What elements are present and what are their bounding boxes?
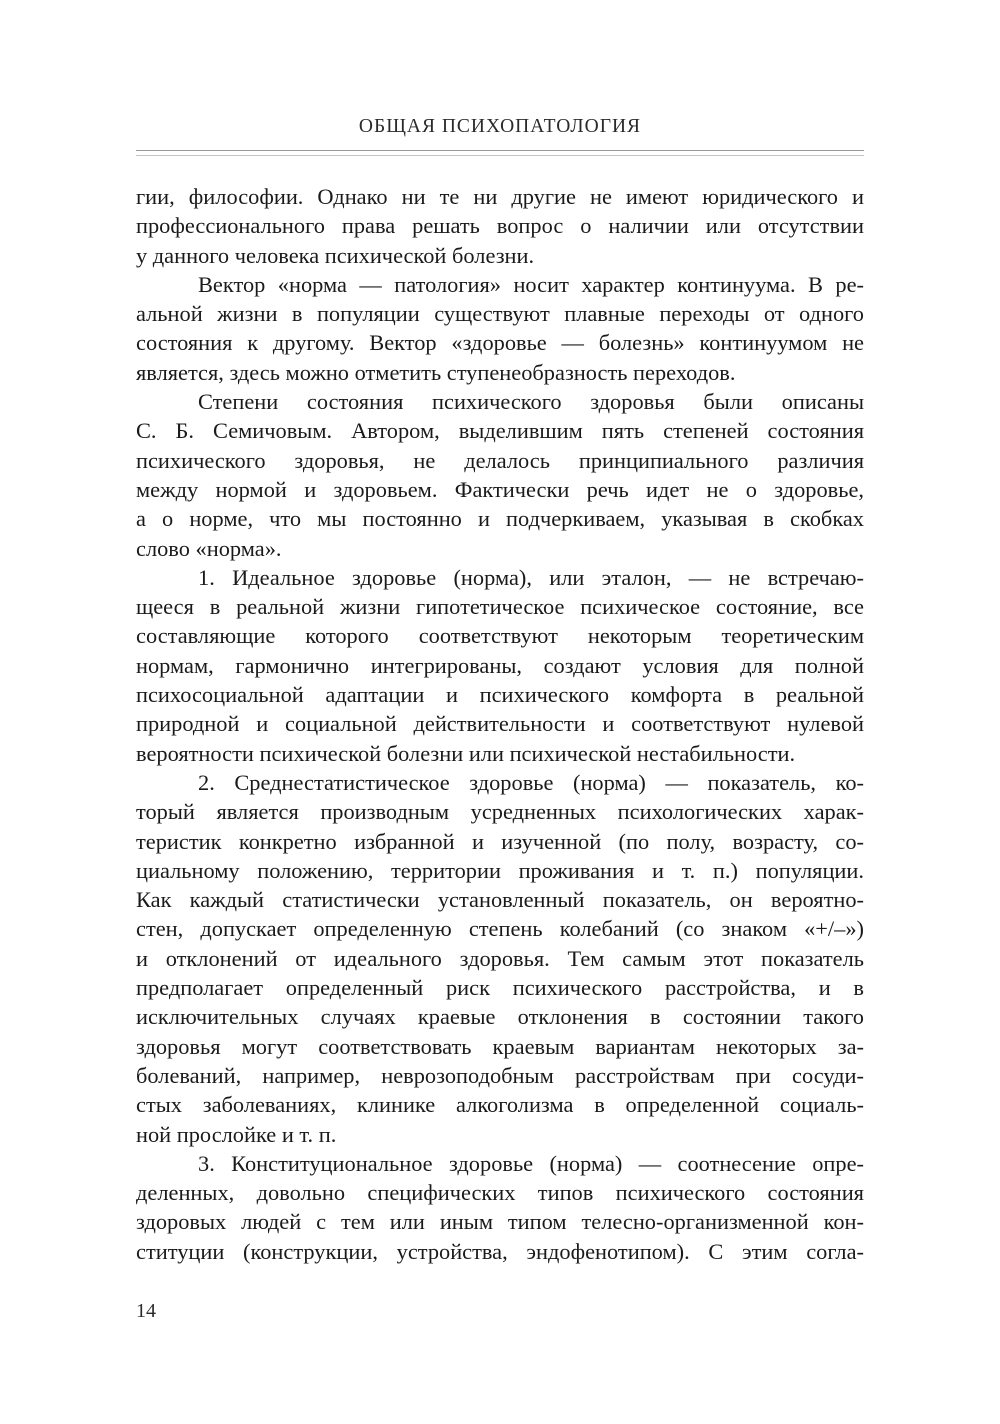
text-line: слово «норма». [136,535,282,561]
page-number: 14 [136,1300,156,1322]
text-line: предполагает определенный риск психического расстройства, и в [136,975,864,1001]
text-line: составляющие которого соответствуют некоторым теоретическим [136,623,864,649]
body-text [136,182,864,1266]
text-line: ной прослойке и т. п. [136,1121,337,1147]
text-line: нормам, гармонично интегрированы, создают условия для полной [136,652,864,678]
text-line: состояния к другому. Вектор «здоровье — болезнь» континуумом не [136,330,864,356]
text-line: Как каждый статистически установленный показатель, он вероятно- [136,887,864,913]
text-line: Степени состояния психического здоровья были описаны [198,389,864,415]
text-line: вероятности психической болезни или психической нестабильности. [136,740,796,766]
header-rule [136,150,864,151]
text-line: профессионального права решать вопрос о наличии или отсутствии [136,213,864,239]
text-line: теристик конкретно избранной и изученной (по полу, возрасту, со- [136,828,864,854]
text-line: психического здоровья, не делалось принципиального различия [136,447,864,473]
text-line: Вектор «норма — патология» носит характер континуума. В ре- [198,271,864,297]
text-line: исключительных случаях краевые отклонения в состоянии такого [136,1004,864,1030]
text-line: альной жизни в популяции существуют плавные переходы от одного [136,301,864,327]
text-line: а о норме, что мы постоянно и подчеркиваем, указывая в скобках [136,506,864,532]
text-line: у данного человека психической болезни. [136,242,535,268]
header-rule-thin [136,155,864,156]
text-line: циальному положению, территории проживания и т. п.) популяции. [136,857,864,883]
text-line: ституции (конструкции, устройства, эндофенотипом). С этим согла- [136,1238,864,1264]
text-line: стен, допускает определенную степень колебаний (со знаком «+/–») [136,916,864,942]
text-line: стых заболеваниях, клинике алкоголизма в определенной социаль- [136,1092,864,1118]
text-line: гии, философии. Однако ни те ни другие не имеют юридического и [136,184,864,209]
text-line: С. Б. Семичовым. Автором, выделившим пять степеней состояния [136,418,864,444]
text-line: природной и социальной действительности и соответствуют нулевой [136,711,864,737]
text-line: психосоциальной адаптации и психического комфорта в реальной [136,682,864,708]
text-line: является, здесь можно отметить ступенеобразность переходов. [136,359,736,385]
running-head-title: ОБЩАЯ ПСИХОПАТОЛОГИЯ [358,116,642,137]
text-line: торый является производным усредненных психологических харак- [136,799,864,825]
text-line: деленных, довольно специфических типов психического состояния [136,1180,864,1206]
text-line: между нормой и здоровьем. Фактически речь идет не о здоровье, [136,476,864,502]
text-line: здоровья могут соответствовать краевым вариантам некоторых за- [136,1033,864,1059]
text-line: щееся в реальной жизни гипотетическое психическое состояние, все [136,594,864,620]
text-line: болеваний, например, неврозоподобным расстройствам при сосуди- [136,1062,864,1088]
text-line: здоровых людей с тем или иным типом телесно-организменной кон- [136,1209,864,1235]
text-line: и отклонений от идеального здоровья. Тем самым этот показатель [136,945,864,971]
text-line: 1. Идеальное здоровье (норма), или эталон, — не встречаю- [198,564,864,590]
text-line: 3. Конституциональное здоровье (норма) — соотнесение опре- [198,1150,864,1176]
text-line: 2. Среднестатистическое здоровье (норма) — показатель, ко- [198,769,864,795]
